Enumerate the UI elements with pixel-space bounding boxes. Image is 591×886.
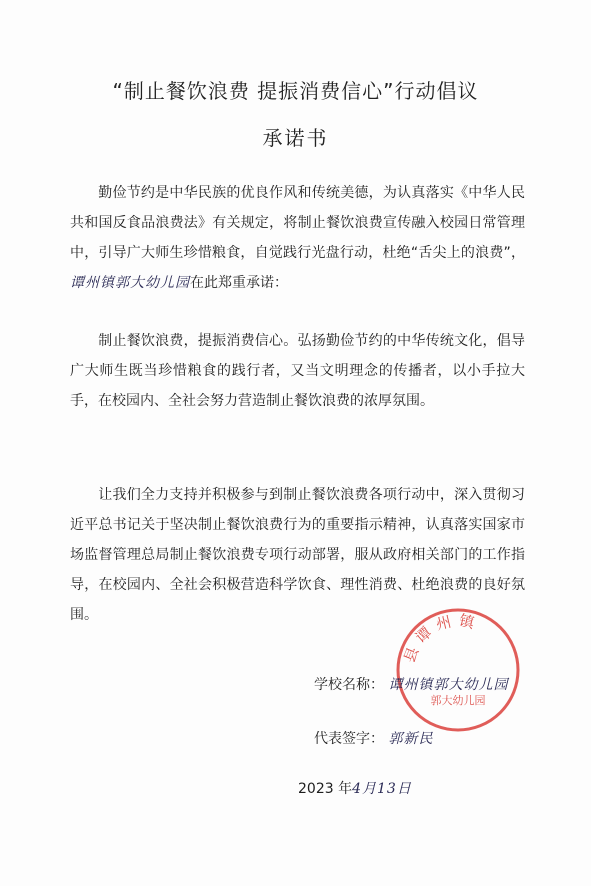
date-prefix: 2023 年 [298,781,353,797]
svg-text:县谭州镇 [400,611,482,665]
school-name-line [314,674,508,694]
paragraph-intro-text: 勤俭节约是中华民族的优良作风和传统美德，为认真落实《中华人民共和国反食品浪费法》有关规定，将制止餐饮浪费宣传融入校园日常管理中，引导广大师生珍惜粮食，自觉践行光盘行动，杜绝“舌尖上的浪费”， [70,185,525,261]
school-name-label: 学校名称： [314,677,384,693]
school-name-value: 谭州镇郭大幼儿园 [388,677,509,693]
date-line [298,778,412,798]
date-handwritten: 4月13日 [352,781,412,797]
representative-label: 代表签字： [314,731,384,747]
paragraph-action-text: 让我们全力支持并积极参与到制止餐饮浪费各项行动中，深入贯彻习近平总书记关于坚决制止餐饮浪费行为的重要指示精神，认真落实国家市场监督管理总局制止餐饮浪费专项行动部署，服从政府相关部门的工作指导，在校园内、全社会积极营造科学饮食、理性消费、杜绝浪费的良好氛围。 [70,487,525,623]
paragraph-commitment-text: 制止餐饮浪费，提振消费信心。弘扬勤俭节约的中华传统文化，倡导广大师生既当珍惜粮食的践行者，又当文明理念的传播者，以小手拉大手，在校园内、全社会努力营造制止餐饮浪费的浓厚氛围。 [70,333,525,409]
seal-top-text: 县谭州镇 [400,611,482,666]
handwritten-school-name: 谭州镇郭大幼儿园 [70,275,190,291]
official-seal [394,606,522,734]
paragraph-intro-end: 在此郑重承诺： [190,275,288,291]
seal-bottom-text: 郭大幼儿园 [430,694,486,707]
document-title: “制止餐饮浪费 提振消费信心”行动倡议 [112,79,479,103]
paragraph-commitment [70,326,525,416]
representative-signature: 郭新民 [388,731,434,747]
document-subtitle: 承诺书 [262,126,329,150]
paragraph-intro [70,178,525,298]
representative-line [314,728,433,748]
